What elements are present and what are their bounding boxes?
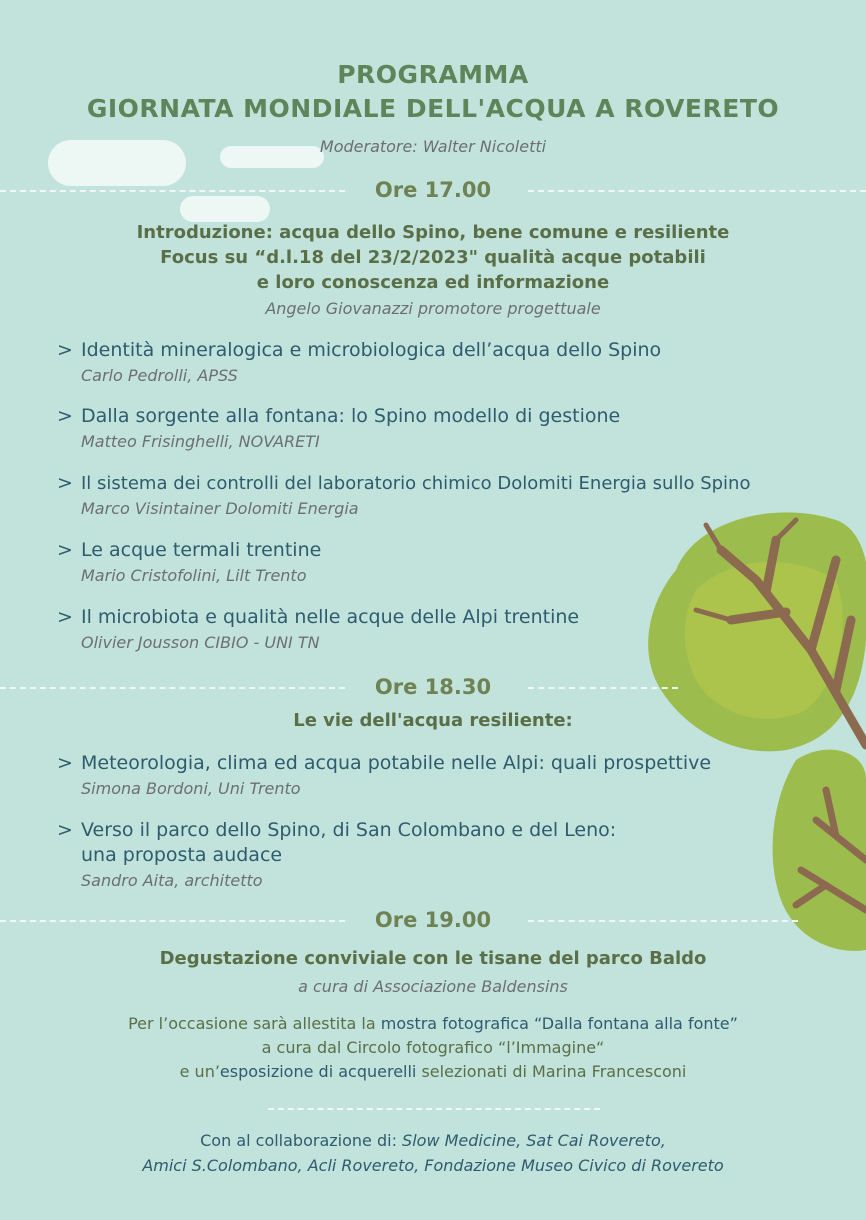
item-speaker: Olivier Jousson CIBIO - UNI TN xyxy=(81,633,320,652)
item-title xyxy=(57,538,837,563)
exhibit-note-line2: a cura dal Circolo fotografico “l’Immagine“ xyxy=(261,1038,605,1057)
session1-intro-speaker: Angelo Giovanazzi promotore progettuale xyxy=(265,299,601,318)
item-title xyxy=(57,471,837,496)
collaboration-label: Con al collaborazione di: xyxy=(200,1131,403,1150)
session2-subtitle: Le vie dell'acqua resiliente: xyxy=(293,710,573,731)
divider xyxy=(268,1108,600,1110)
item-speaker: Matteo Frisinghelli, NOVARETI xyxy=(81,432,320,451)
collaboration-partners: Slow Medicine, Sat Cai Rovereto, xyxy=(402,1131,666,1150)
exhibit-note-line3 xyxy=(0,1060,866,1084)
session1-intro-line1: Introduzione: acqua dello Spino, bene comune e resiliente xyxy=(136,222,730,243)
note-text: selezionati di Marina Francesconi xyxy=(416,1062,687,1081)
item-speaker: Marco Visintainer Dolomiti Energia xyxy=(81,499,359,518)
item-title-text: Il sistema dei controlli del laboratorio chimico Dolomiti Energia sullo Spino xyxy=(81,473,751,494)
chevron-right-icon: > xyxy=(57,819,73,841)
item-title-line2: una proposta audace xyxy=(81,844,283,866)
item-title-text: Dalla sorgente alla fontana: lo Spino modello di gestione xyxy=(81,405,621,427)
note-highlight: esposizione di acquerelli xyxy=(219,1062,417,1081)
item-speaker: Sandro Aita, architetto xyxy=(81,871,263,890)
session2-time: Ore 18.30 xyxy=(374,675,492,699)
title-line2: GIORNATA MONDIALE DELL'ACQUA A ROVERETO xyxy=(86,94,780,123)
list-item xyxy=(57,471,837,518)
moderator: Moderatore: Walter Nicoletti xyxy=(319,137,547,156)
exhibit-note-line1 xyxy=(0,1012,866,1036)
item-title xyxy=(57,818,837,843)
note-text: e un’ xyxy=(179,1062,220,1081)
title-line1: PROGRAMMA xyxy=(337,60,529,89)
session1-intro-line3: e loro conoscenza ed informazione xyxy=(256,272,610,293)
item-speaker: Simona Bordoni, Uni Trento xyxy=(81,779,301,798)
collaboration-partners: Amici S.Colombano, Acli Rovereto, Fondazione Museo Civico di Rovereto xyxy=(142,1156,724,1175)
session3-curated: a cura di Associazione Baldensins xyxy=(298,977,568,996)
list-item xyxy=(57,818,837,890)
item-title xyxy=(57,751,837,776)
item-title xyxy=(57,404,837,429)
chevron-right-icon: > xyxy=(57,339,73,361)
item-speaker: Carlo Pedrolli, APSS xyxy=(81,366,238,385)
list-item xyxy=(57,538,837,585)
item-title-text: Verso il parco dello Spino, di San Colombano e del Leno: xyxy=(81,819,617,841)
collaboration-line2 xyxy=(0,1153,866,1179)
session3-time: Ore 19.00 xyxy=(374,908,492,932)
item-title-text: Le acque termali trentine xyxy=(81,539,322,561)
item-title-text: Meteorologia, clima ed acqua potabile nelle Alpi: quali prospettive xyxy=(81,752,712,774)
item-speaker: Mario Cristofolini, Lilt Trento xyxy=(81,566,307,585)
item-title xyxy=(57,338,837,363)
list-item xyxy=(57,751,837,798)
chevron-right-icon: > xyxy=(57,472,73,494)
list-item xyxy=(57,605,837,652)
list-item xyxy=(57,404,837,451)
session3-title: Degustazione conviviale con le tisane del parco Baldo xyxy=(159,948,707,969)
chevron-right-icon: > xyxy=(57,752,73,774)
collaboration-line1 xyxy=(0,1128,866,1154)
chevron-right-icon: > xyxy=(57,539,73,561)
session1-time: Ore 17.00 xyxy=(374,178,492,202)
item-title-text: Il microbiota e qualità nelle acque delle Alpi trentine xyxy=(81,606,580,628)
chevron-right-icon: > xyxy=(57,405,73,427)
item-title xyxy=(57,605,837,630)
chevron-right-icon: > xyxy=(57,606,73,628)
session1-intro-line2: Focus su “d.l.18 del 23/2/2023" qualità acque potabili xyxy=(160,247,706,268)
divider xyxy=(528,190,866,192)
note-highlight: mostra fotografica “Dalla fontana alla fonte” xyxy=(380,1014,738,1033)
divider xyxy=(528,920,798,922)
divider xyxy=(528,687,678,689)
item-title-text: Identità mineralogica e microbiologica dell’acqua dello Spino xyxy=(81,339,662,361)
note-text: Per l’occasione sarà allestita la xyxy=(128,1014,381,1033)
list-item xyxy=(57,338,837,385)
